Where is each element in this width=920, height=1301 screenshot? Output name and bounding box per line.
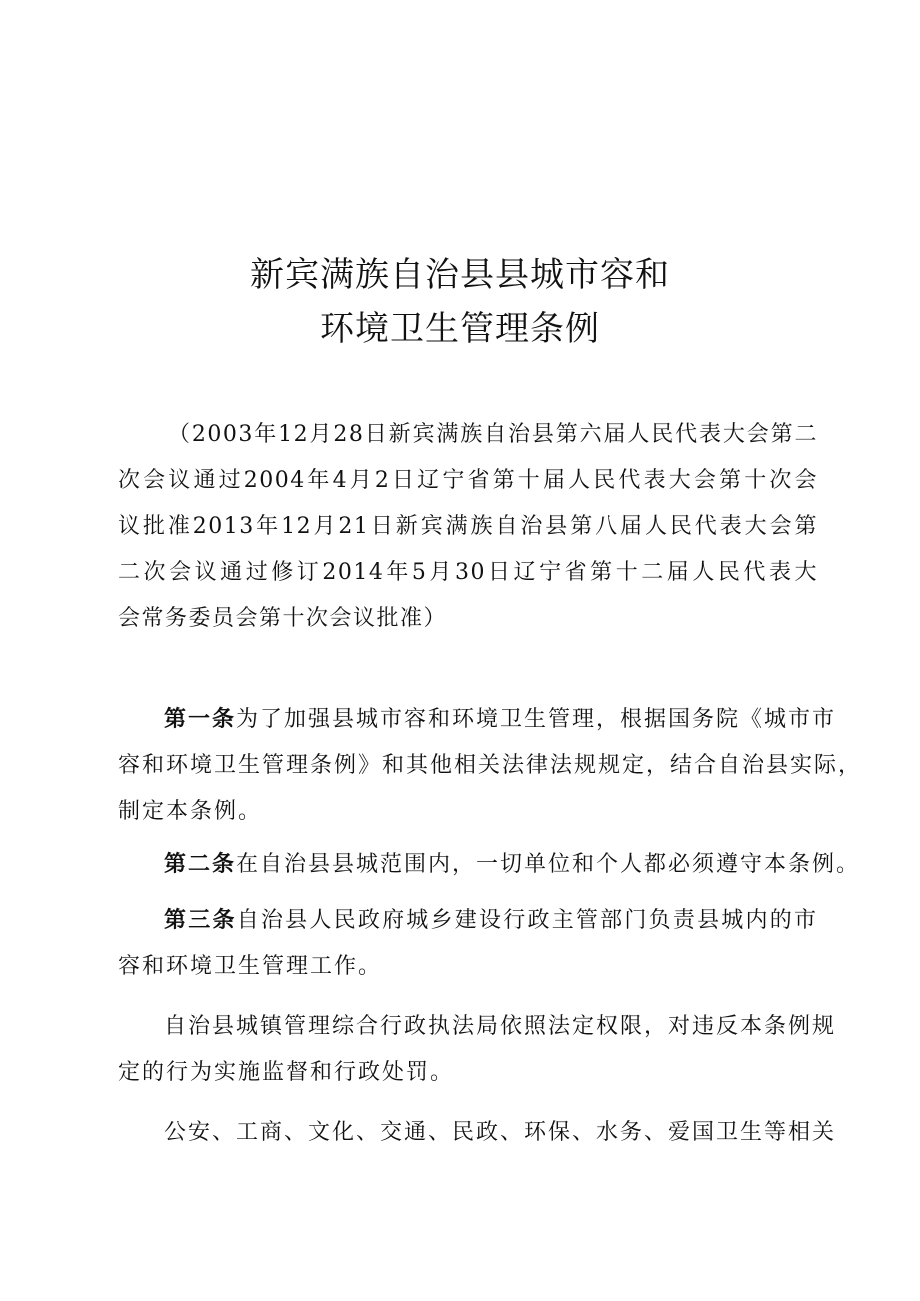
article-1-text: 为了加强县城市容和环境卫生管理，根据国务院《城市市 (236, 707, 837, 732)
article-3-line: 容和环境卫生管理工作。 (118, 954, 383, 979)
article-2 (118, 842, 861, 888)
article-3 (118, 898, 818, 990)
adoption-note-line: 会常务委员会第十次会议批准） (118, 606, 448, 631)
article-1-line: 容和环境卫生管理条例》和其他相关法律法规规定，结合自治县实际， (118, 753, 863, 778)
document-title-line-1: 新宾满族自治县县城市容和 (250, 255, 670, 295)
article-3-line (118, 898, 818, 944)
article-1 (118, 697, 863, 835)
paragraph-line: 定的行为实施监督和行政处罚。 (118, 1060, 455, 1085)
article-1-line: 制定本条例。 (118, 799, 263, 824)
article-2-text: 在自治县县城范围内，一切单位和个人都必须遵守本条例。 (236, 852, 861, 877)
article-3-label: 第三条 (164, 908, 237, 933)
adoption-note-line: 次会议通过2004年4月2日辽宁省第十届人民代表大会第十次会 (118, 468, 818, 493)
article-2-line (118, 842, 861, 888)
paragraph-line: 自治县城镇管理综合行政执法局依照法定权限，对违反本条例规 (164, 1014, 837, 1039)
adoption-note-line: 议批准2013年12月21日新宾满族自治县第八届人民代表大会第 (118, 514, 818, 539)
adoption-note-line: （2003年12月28日新宾满族自治县第六届人民代表大会第二 (168, 422, 818, 447)
article-3-paragraph-3 (118, 1110, 837, 1156)
document-title-line-2: 环境卫生管理条例 (320, 309, 600, 349)
article-3-text: 自治县人民政府城乡建设行政主管部门负责县城内的市 (236, 908, 818, 933)
paragraph-line: 公安、工商、文化、交通、民政、环保、水务、爱国卫生等相关 (164, 1120, 837, 1145)
article-3-paragraph-2 (118, 1004, 837, 1096)
article-2-label: 第二条 (164, 852, 237, 877)
article-1-line (118, 697, 837, 743)
adoption-note-line: 二次会议通过修订2014年5月30日辽宁省第十二届人民代表大 (118, 560, 818, 585)
article-1-label: 第一条 (164, 707, 237, 732)
adoption-note (118, 412, 818, 642)
